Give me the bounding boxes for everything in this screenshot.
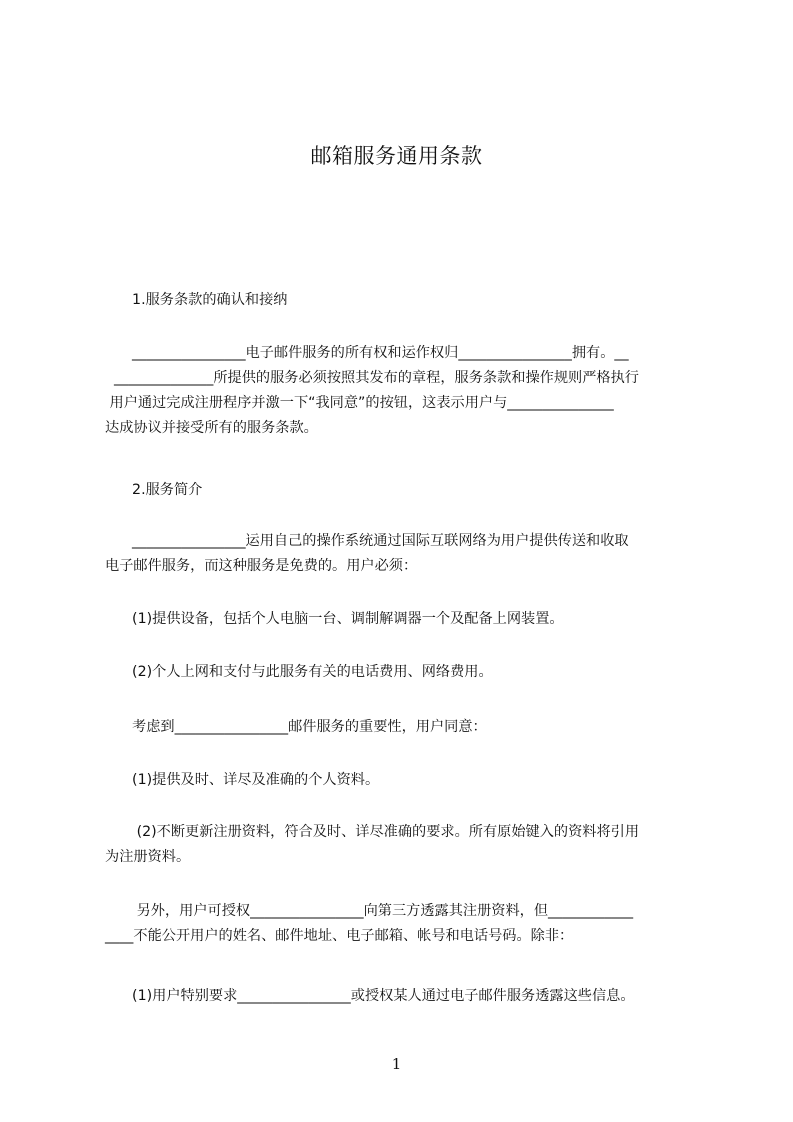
paragraph-exception-1: (1)用户特别要求________________或授权某人通过电子邮件服务透露这些信息。 <box>105 988 635 1004</box>
paragraph-service-intro: ________________运用自己的操作系统通过国际互联网络为用户提供传送和收取 电子邮件服务，而这种服务是免费的。用户必须： <box>105 533 629 574</box>
page-number: 1 <box>391 1055 402 1073</box>
section-heading-2: 2.服务简介 <box>105 482 203 498</box>
document-title: 邮箱服务通用条款 <box>310 144 483 168</box>
paragraph-disclosure: 另外，用户可授权________________向第三方透露其注册资料，但____________ ____不能公开用户的姓名、邮件地址、电子邮箱、帐号和电话号码。除非： <box>105 903 634 944</box>
section-heading-1: 1.服务条款的确认和接纳 <box>105 292 288 308</box>
paragraph-agreement-1: (1)提供及时、详尽及准确的个人资料。 <box>105 772 380 788</box>
paragraph-ownership: ________________电子邮件服务的所有权和运作权归________________拥有。__ ______________所提供的服务必须按照其发布的章程，服务条款和操作规则严格执行 用户通过完成注册程序并激一下“我同意”的按钮，这表示用户与_______________ 达成协议并接受所有的服务条款。 <box>105 345 639 436</box>
paragraph-agreement-2: (2)不断更新注册资料，符合及时、详尽准确的要求。所有原始键入的资料将引用 为注册资料。 <box>105 824 640 865</box>
paragraph-consideration: 考虑到________________邮件服务的重要性，用户同意： <box>105 719 487 735</box>
paragraph-requirement-2: (2)个人上网和支付与此服务有关的电话费用、网络费用。 <box>105 664 493 680</box>
paragraph-requirement-1: (1)提供设备，包括个人电脑一台、调制解调器一个及配备上网装置。 <box>105 611 564 627</box>
